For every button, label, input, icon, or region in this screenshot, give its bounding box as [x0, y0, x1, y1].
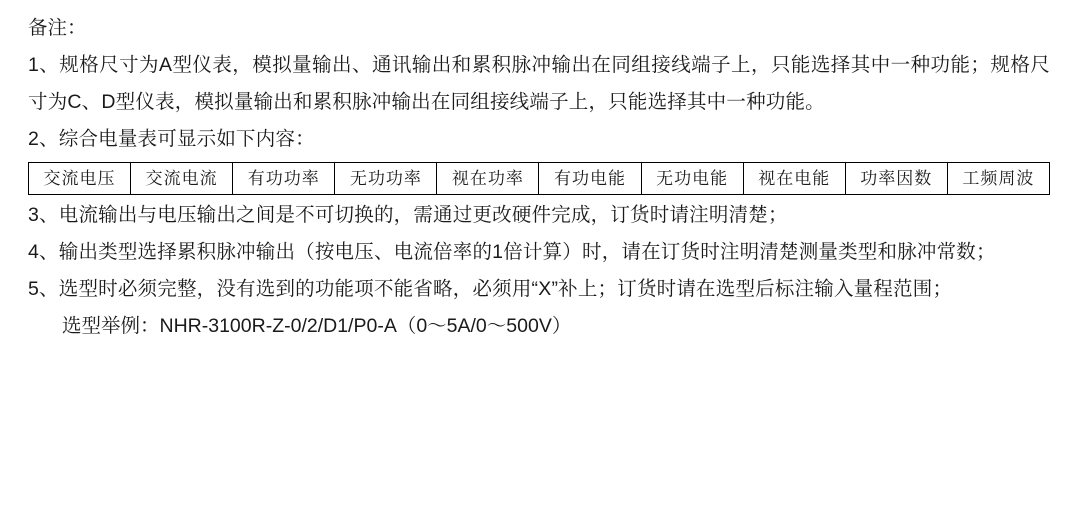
table-cell-reactive-power: 无功功率 — [335, 163, 437, 195]
note-item-2: 2、综合电量表可显示如下内容： — [28, 128, 315, 150]
table-cell-active-power: 有功功率 — [233, 163, 335, 195]
note-item-1: 1、规格尺寸为A型仪表，模拟量输出、通讯输出和累积脉冲输出在同组接线端子上，只能选择其中一种功能；规格尺寸为C、D型仪表，模拟量输出和累积脉冲输出在同组接线端子上，只能选择其中一种功能。 — [28, 54, 1050, 113]
table-cell-ac-current: 交流电流 — [131, 163, 233, 195]
selection-example: 选型举例：NHR-3100R-Z-0/2/D1/P0-A（0～5A/0～500V） — [62, 315, 572, 337]
note-item-3: 3、电流输出与电压输出之间是不可切换的，需通过更改硬件完成，订货时请注明清楚； — [28, 204, 788, 226]
notes-heading: 备注： — [28, 17, 87, 39]
table-cell-reactive-energy: 无功电能 — [641, 163, 743, 195]
table-cell-power-factor: 功率因数 — [845, 163, 947, 195]
note-item-5: 5、选型时必须完整，没有选到的功能项不能省略，必须用“X”补上；订货时请在选型后标注输入量程范围； — [28, 278, 953, 300]
table-cell-frequency: 工频周波 — [947, 163, 1049, 195]
table-cell-apparent-power: 视在功率 — [437, 163, 539, 195]
table-row — [29, 163, 1050, 195]
note-item-4: 4、输出类型选择累积脉冲输出（按电压、电流倍率的1倍计算）时，请在订货时注明清楚测量类型和脉冲常数； — [28, 241, 996, 263]
table-cell-apparent-energy: 视在电能 — [743, 163, 845, 195]
display-content-table — [28, 162, 1050, 195]
table-cell-ac-voltage: 交流电压 — [29, 163, 131, 195]
table-cell-active-energy: 有功电能 — [539, 163, 641, 195]
